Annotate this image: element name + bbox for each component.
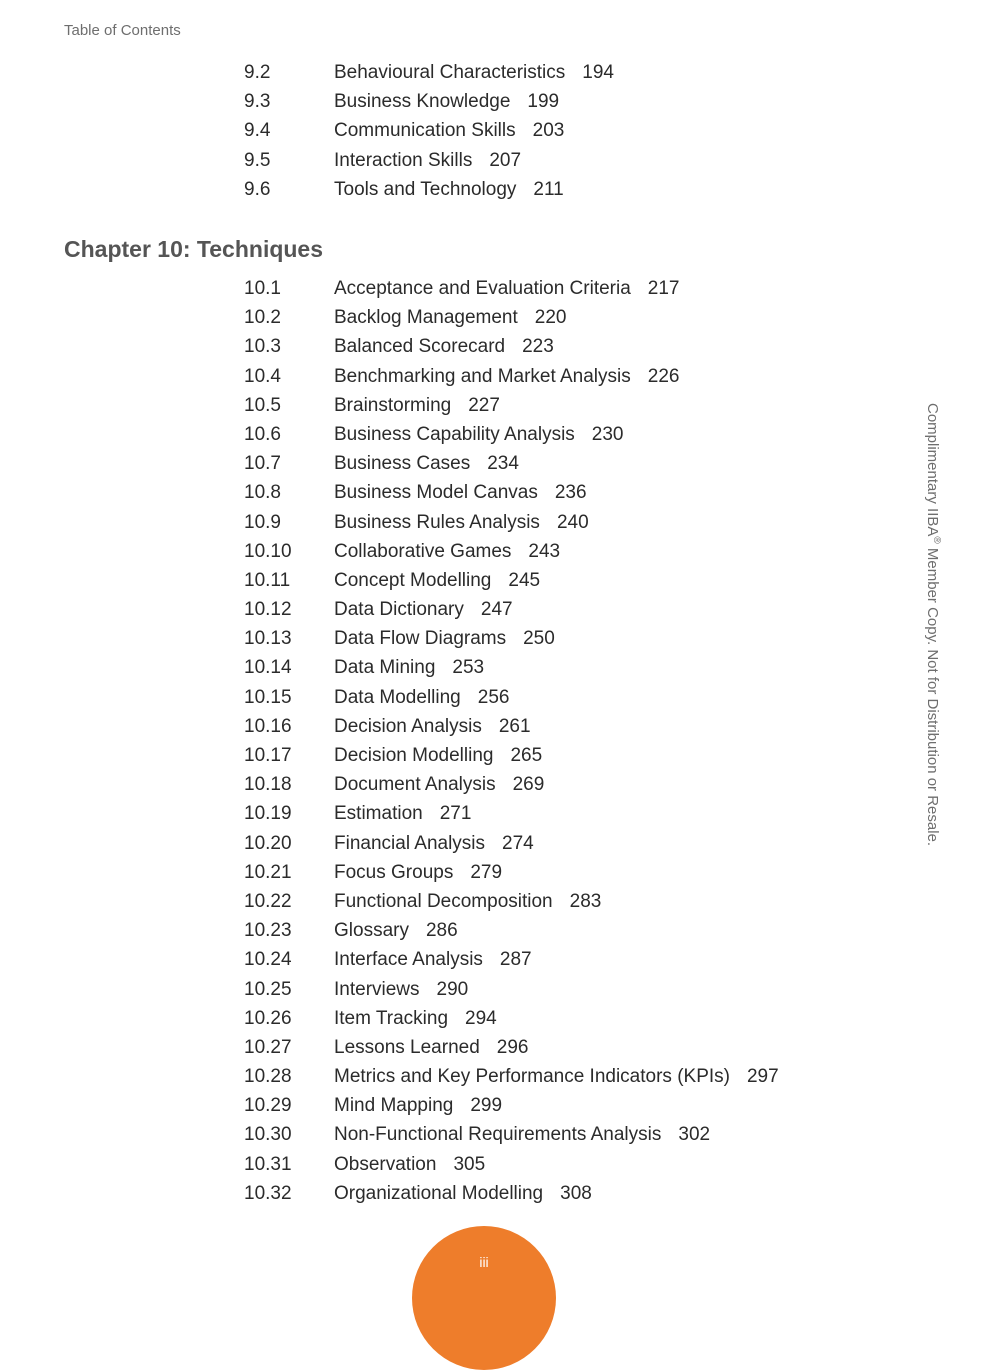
- entry-page: 305: [453, 1153, 486, 1175]
- section-9-entry-list: [244, 62, 884, 208]
- entry-title: Tools and Technology: [334, 178, 517, 200]
- entry-page: 296: [496, 1036, 529, 1058]
- toc-entry[interactable]: [244, 1095, 884, 1124]
- entry-title: Mind Mapping: [334, 1095, 454, 1117]
- entry-number: 10.12: [244, 599, 292, 621]
- entry-title: Business Knowledge: [334, 91, 511, 113]
- toc-entry[interactable]: [244, 424, 884, 453]
- toc-entry[interactable]: [244, 657, 884, 686]
- toc-entry[interactable]: [244, 833, 884, 862]
- member-copy-notice: [924, 403, 942, 846]
- toc-entry[interactable]: [244, 91, 884, 120]
- page-number: iii: [479, 1254, 489, 1270]
- entry-page: 302: [678, 1124, 711, 1146]
- entry-page: 299: [470, 1095, 503, 1117]
- entry-page: 211: [533, 178, 564, 200]
- entry-title: Brainstorming: [334, 394, 452, 416]
- entry-page: 207: [489, 149, 522, 171]
- entry-title: Data Dictionary: [334, 599, 464, 621]
- entry-number: 10.3: [244, 336, 281, 358]
- entry-number: 10.18: [244, 774, 292, 796]
- toc-entry[interactable]: [244, 774, 884, 803]
- entry-number: 10.1: [244, 278, 281, 299]
- entry-number: 10.31: [244, 1153, 292, 1175]
- entry-page: 308: [560, 1182, 592, 1204]
- toc-entry[interactable]: [244, 395, 884, 424]
- entry-title: Observation: [334, 1153, 437, 1175]
- entry-page: 230: [591, 423, 624, 445]
- entry-page: 287: [499, 949, 532, 971]
- entry-title: Business Rules Analysis: [334, 511, 540, 533]
- toc-entry[interactable]: [244, 179, 884, 208]
- entry-page: 297: [746, 1066, 779, 1088]
- entry-number: 10.16: [244, 715, 292, 737]
- entry-title: Data Mining: [334, 657, 436, 679]
- entry-title: Interviews: [334, 978, 420, 1000]
- entry-number: 10.26: [244, 1007, 292, 1029]
- toc-entry[interactable]: [244, 1154, 884, 1183]
- entry-title: Non-Functional Requirements Analysis: [334, 1124, 662, 1146]
- entry-page: 226: [647, 365, 680, 387]
- entry-page: 250: [523, 628, 555, 650]
- entry-title: Interaction Skills: [334, 149, 473, 171]
- entry-page: 271: [439, 803, 472, 825]
- entry-title: Glossary: [334, 920, 409, 942]
- entry-page: 290: [436, 978, 469, 1000]
- page-number-tab: [412, 1226, 556, 1370]
- entry-page: 256: [477, 686, 510, 708]
- toc-entry[interactable]: [244, 745, 884, 774]
- toc-entry[interactable]: [244, 949, 884, 978]
- entry-number: 10.24: [244, 949, 292, 971]
- entry-title: Concept Modelling: [334, 569, 492, 591]
- toc-entry[interactable]: [244, 1037, 884, 1066]
- entry-number: 10.6: [244, 423, 281, 445]
- entry-number: 10.10: [244, 540, 292, 562]
- notice-tail-text: Member Copy. Not for Distribution or Resale.: [924, 543, 941, 847]
- entry-title: Business Model Canvas: [334, 482, 538, 504]
- toc-entry[interactable]: [244, 150, 884, 179]
- notice-lead-text: Complimentary IIBA: [924, 403, 941, 537]
- entry-title: Interface Analysis: [334, 949, 483, 971]
- entry-title: Functional Decomposition: [334, 890, 553, 912]
- toc-entry[interactable]: [244, 120, 884, 149]
- entry-title: Balanced Scorecard: [334, 336, 506, 358]
- toc-entry[interactable]: [244, 336, 884, 365]
- entry-title: Item Tracking: [334, 1007, 449, 1029]
- toc-entry[interactable]: [244, 891, 884, 920]
- entry-title: Organizational Modelling: [334, 1182, 544, 1204]
- toc-entry[interactable]: [244, 628, 884, 657]
- toc-entry[interactable]: [244, 862, 884, 891]
- entry-title: Business Capability Analysis: [334, 423, 575, 445]
- entry-number: 10.20: [244, 832, 292, 854]
- entry-number: 10.2: [244, 307, 281, 329]
- entry-number: 10.28: [244, 1066, 292, 1088]
- entry-title: Decision Modelling: [334, 745, 494, 766]
- chapter-heading: Chapter 10: Techniques: [64, 236, 324, 262]
- entry-number: 10.9: [244, 511, 281, 533]
- toc-entry[interactable]: [244, 541, 884, 570]
- entry-title: Estimation: [334, 803, 423, 825]
- entry-page: 274: [502, 832, 534, 854]
- entry-page: 217: [647, 278, 680, 299]
- entry-title: Behavioural Characteristics: [334, 62, 566, 83]
- toc-entry[interactable]: [244, 1066, 884, 1095]
- entry-page: 243: [528, 540, 561, 562]
- entry-page: 294: [465, 1007, 497, 1029]
- toc-entry[interactable]: [244, 307, 884, 336]
- entry-number: 10.17: [244, 745, 292, 766]
- entry-number: 10.32: [244, 1182, 292, 1204]
- entry-title: Metrics and Key Performance Indicators (KPIs): [334, 1066, 730, 1088]
- entry-page: 283: [569, 890, 602, 912]
- entry-title: Decision Analysis: [334, 715, 482, 737]
- entry-title: Backlog Management: [334, 307, 518, 329]
- toc-entry[interactable]: [244, 599, 884, 628]
- toc-entry[interactable]: [244, 687, 884, 716]
- entry-number: 9.6: [244, 178, 271, 200]
- entry-number: 10.15: [244, 686, 292, 708]
- entry-page: 265: [510, 745, 543, 766]
- entry-title: Focus Groups: [334, 861, 454, 883]
- entry-page: 203: [532, 120, 565, 142]
- entry-page: 240: [556, 511, 589, 533]
- entry-title: Lessons Learned: [334, 1036, 480, 1058]
- entry-number: 10.25: [244, 978, 292, 1000]
- running-header: Table of Contents: [64, 22, 181, 39]
- entry-number: 9.5: [244, 149, 271, 171]
- entry-page: 223: [522, 336, 554, 358]
- toc-entry[interactable]: [244, 803, 884, 832]
- registered-mark: ®: [931, 536, 942, 544]
- entry-title: Financial Analysis: [334, 832, 486, 854]
- toc-entry[interactable]: [244, 62, 884, 91]
- toc-entry[interactable]: [244, 716, 884, 745]
- toc-entry[interactable]: [244, 570, 884, 599]
- toc-entry[interactable]: [244, 979, 884, 1008]
- entry-page: 236: [554, 482, 587, 504]
- entry-page: 253: [452, 657, 485, 679]
- entry-number: 9.4: [244, 120, 271, 142]
- entry-title: Data Flow Diagrams: [334, 628, 507, 650]
- toc-entry[interactable]: [244, 920, 884, 949]
- toc-entry[interactable]: [244, 482, 884, 511]
- toc-entry[interactable]: [244, 1183, 884, 1212]
- entry-number: 10.7: [244, 453, 281, 475]
- entry-title: Communication Skills: [334, 120, 516, 142]
- entry-title: Data Modelling: [334, 686, 461, 708]
- entry-page: 279: [470, 861, 503, 883]
- toc-entry[interactable]: [244, 1008, 884, 1037]
- entry-number: 10.14: [244, 657, 292, 679]
- entry-number: 10.11: [244, 569, 291, 591]
- entry-number: 10.29: [244, 1095, 292, 1117]
- entry-title: Collaborative Games: [334, 540, 512, 562]
- entry-title: Document Analysis: [334, 774, 496, 796]
- entry-title: Acceptance and Evaluation Criteria: [334, 278, 631, 299]
- entry-page: 286: [425, 920, 458, 942]
- entry-number: 10.8: [244, 482, 281, 504]
- entry-number: 10.5: [244, 394, 281, 416]
- entry-number: 10.23: [244, 920, 292, 942]
- entry-page: 245: [508, 569, 541, 591]
- entry-page: 220: [534, 307, 567, 329]
- entry-number: 10.13: [244, 628, 292, 650]
- entry-number: 10.22: [244, 890, 292, 912]
- chapter-10-entry-list: [244, 278, 884, 1212]
- toc-entry[interactable]: [244, 512, 884, 541]
- entry-page: 261: [498, 715, 531, 737]
- entry-number: 10.30: [244, 1124, 292, 1146]
- entry-title: Business Cases: [334, 453, 471, 475]
- entry-number: 10.21: [244, 861, 292, 883]
- entry-number: 10.19: [244, 803, 292, 825]
- entry-page: 247: [480, 599, 513, 621]
- toc-entry[interactable]: [244, 278, 884, 307]
- entry-page: 227: [468, 394, 500, 416]
- entry-number: 10.4: [244, 365, 281, 387]
- entry-page: 194: [582, 62, 614, 83]
- entry-page: 199: [527, 91, 560, 113]
- toc-entry[interactable]: [244, 1124, 884, 1153]
- entry-page: 234: [487, 453, 519, 475]
- entry-number: 10.27: [244, 1036, 292, 1058]
- entry-number: 9.2: [244, 62, 271, 83]
- toc-entry[interactable]: [244, 366, 884, 395]
- entry-page: 269: [512, 774, 545, 796]
- entry-title: Benchmarking and Market Analysis: [334, 365, 631, 387]
- entry-number: 9.3: [244, 91, 271, 113]
- toc-entry[interactable]: [244, 453, 884, 482]
